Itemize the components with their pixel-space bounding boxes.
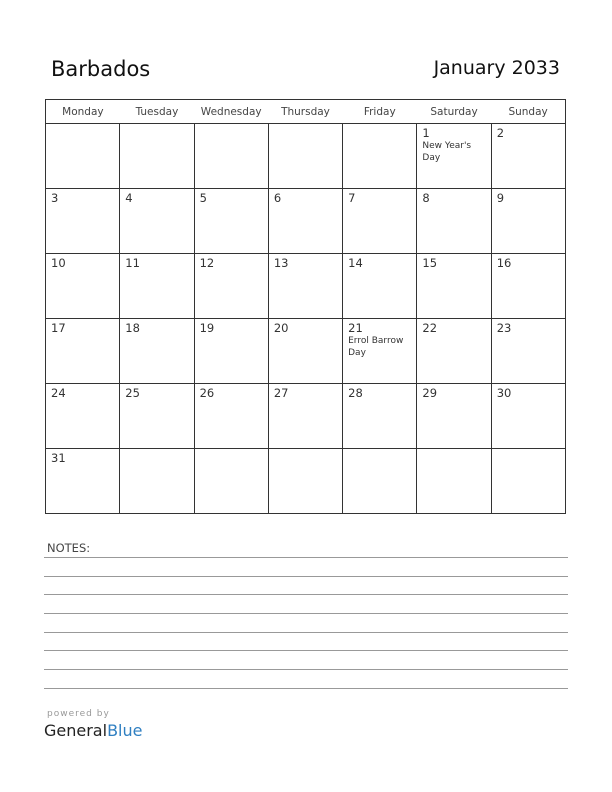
- calendar-grid: [45, 99, 566, 514]
- day-cell: [120, 189, 194, 254]
- weekday-header: Saturday: [417, 100, 491, 124]
- brand-blue: Blue: [107, 721, 143, 740]
- day-number: 27: [273, 386, 289, 400]
- brand-general: General: [44, 721, 108, 740]
- day-number: 12: [199, 256, 215, 270]
- weekday-header-row: [46, 100, 566, 124]
- day-number: 15: [422, 256, 438, 270]
- day-cell: [46, 319, 120, 384]
- day-number: 1: [422, 126, 430, 140]
- day-cell: [194, 449, 268, 514]
- day-cell: [46, 449, 120, 514]
- day-cell: [194, 254, 268, 319]
- day-number: 9: [496, 191, 505, 205]
- day-number: 10: [51, 256, 66, 270]
- week-row: [46, 254, 566, 319]
- day-number: 7: [348, 191, 356, 205]
- day-cell: [194, 319, 268, 384]
- holiday-label: New Year's Day: [422, 141, 472, 163]
- day-cell: [46, 189, 120, 254]
- week-row: [46, 124, 566, 189]
- day-number: 14: [348, 256, 363, 270]
- notes-line: [44, 613, 568, 614]
- day-number: 24: [51, 386, 66, 400]
- notes-line: [44, 688, 568, 689]
- day-cell: [417, 319, 491, 384]
- day-cell: [491, 124, 565, 189]
- week-row: [46, 189, 566, 254]
- notes-line: [44, 576, 568, 577]
- day-cell: [120, 254, 194, 319]
- notes-line: [44, 669, 568, 670]
- day-number: 11: [125, 256, 140, 270]
- day-cell: [417, 189, 491, 254]
- notes-line: [44, 557, 568, 558]
- day-cell: [268, 189, 342, 254]
- weekday-header: Sunday: [491, 100, 565, 124]
- day-cell: [491, 254, 565, 319]
- notes-label: NOTES:: [47, 541, 91, 555]
- day-cell: [417, 384, 491, 449]
- day-cell: [491, 189, 565, 254]
- day-cell: [417, 449, 491, 514]
- day-number: 19: [199, 321, 215, 335]
- notes-line: [44, 594, 568, 595]
- day-number: 17: [51, 321, 66, 335]
- week-row: [46, 384, 566, 449]
- brand-logo: [44, 721, 142, 740]
- day-cell: [268, 124, 342, 189]
- day-cell: [194, 189, 268, 254]
- weekday-header: Tuesday: [120, 100, 194, 124]
- day-cell: [491, 449, 565, 514]
- day-number: 25: [125, 386, 140, 400]
- day-cell: [268, 384, 342, 449]
- powered-by-text: powered by: [47, 709, 110, 719]
- day-cell: [491, 319, 565, 384]
- notes-line: [44, 650, 568, 651]
- day-number: 20: [273, 321, 289, 335]
- day-number: 29: [422, 386, 438, 400]
- day-cell: [194, 124, 268, 189]
- holiday-label: Errol Barrow Day: [348, 336, 404, 358]
- day-number: 16: [496, 256, 512, 270]
- day-cell: [343, 319, 417, 384]
- day-number: 3: [51, 191, 59, 205]
- day-cell: [268, 319, 342, 384]
- month-title: January 2033: [433, 57, 560, 79]
- day-cell: [120, 449, 194, 514]
- day-cell: [343, 189, 417, 254]
- day-number: 23: [496, 321, 512, 335]
- notes-line: [44, 632, 568, 633]
- day-number: 2: [496, 126, 505, 140]
- day-cell: [194, 384, 268, 449]
- day-cell: [46, 254, 120, 319]
- day-cell: [46, 384, 120, 449]
- day-cell: [120, 124, 194, 189]
- day-number: 13: [273, 256, 289, 270]
- day-number: 21: [348, 321, 363, 335]
- day-number: 6: [273, 191, 282, 205]
- day-cell: [120, 384, 194, 449]
- country-title: Barbados: [51, 57, 151, 81]
- day-number: 4: [125, 191, 133, 205]
- day-cell: [343, 254, 417, 319]
- day-cell: [343, 449, 417, 514]
- day-cell: [417, 254, 491, 319]
- day-cell: [491, 384, 565, 449]
- week-row: [46, 319, 566, 384]
- weekday-header: Monday: [46, 100, 120, 124]
- day-number: 26: [199, 386, 215, 400]
- week-row: [46, 449, 566, 514]
- day-cell: [417, 124, 491, 189]
- day-number: 5: [199, 191, 207, 205]
- day-number: 28: [348, 386, 363, 400]
- weekday-header: Wednesday: [194, 100, 268, 124]
- weekday-header: Thursday: [268, 100, 342, 124]
- day-number: 31: [51, 451, 66, 465]
- day-cell: [343, 124, 417, 189]
- day-number: 18: [125, 321, 140, 335]
- day-number: 22: [422, 321, 438, 335]
- day-number: 30: [496, 386, 512, 400]
- day-cell: [343, 384, 417, 449]
- day-number: 8: [422, 191, 430, 205]
- weekday-header: Friday: [343, 100, 417, 124]
- day-cell: [268, 254, 342, 319]
- day-cell: [46, 124, 120, 189]
- day-cell: [120, 319, 194, 384]
- day-cell: [268, 449, 342, 514]
